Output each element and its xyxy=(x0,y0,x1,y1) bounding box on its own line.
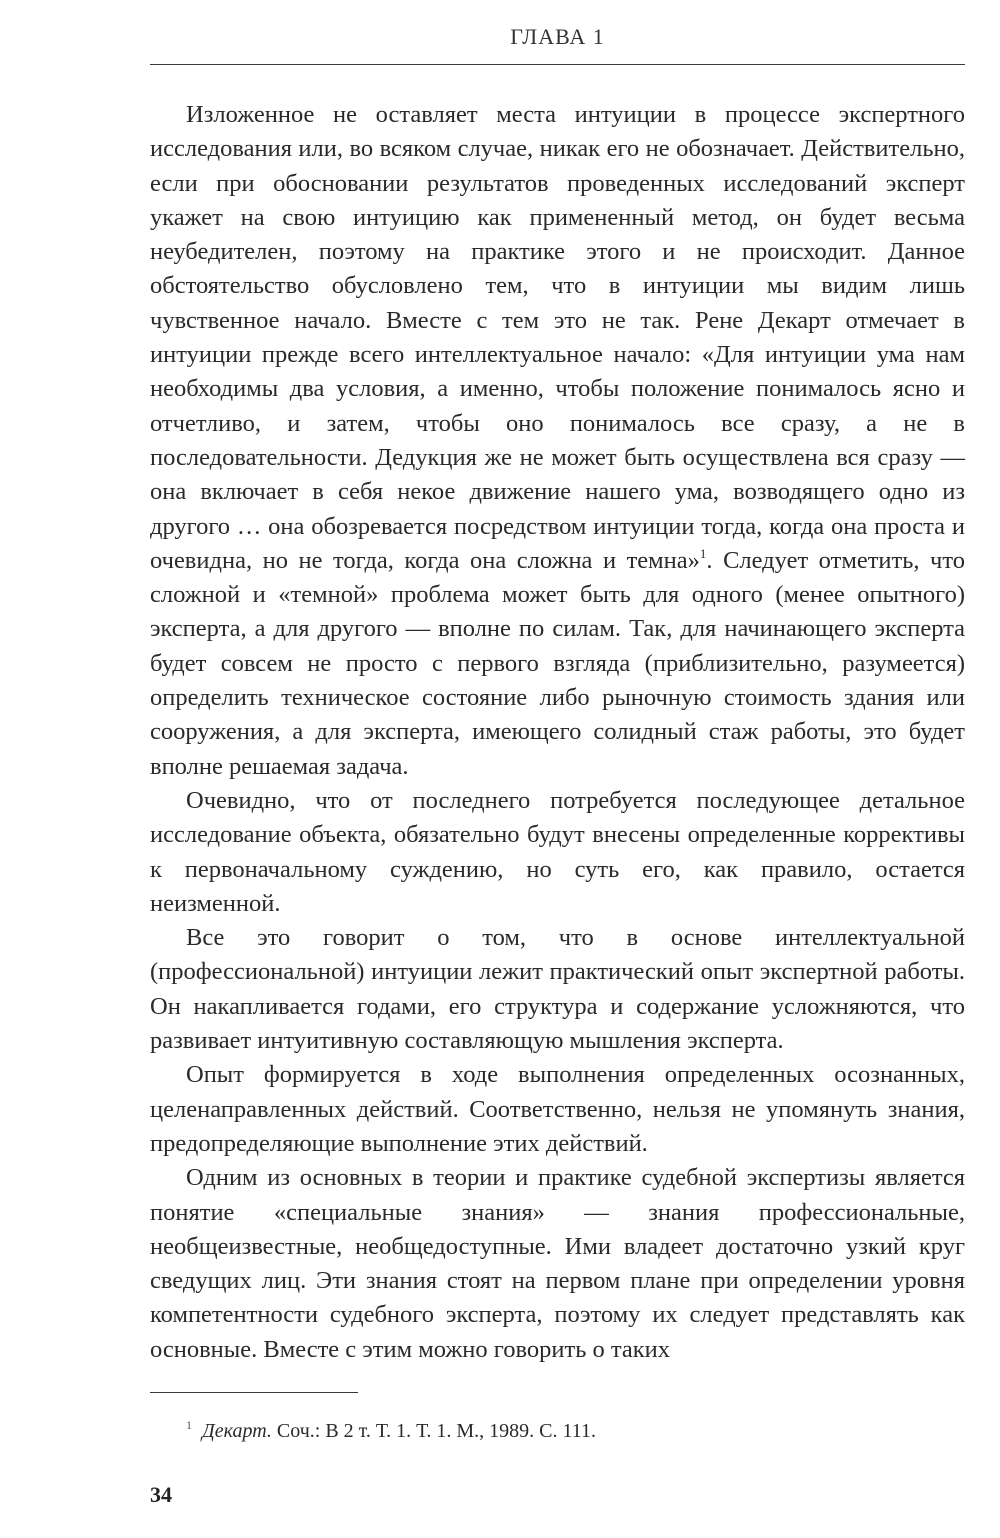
footnote xyxy=(150,1411,965,1445)
footnote-author: Декарт. xyxy=(202,1420,272,1442)
paragraph-2: Очевидно, что от последнего потребуется последующее детальное исследование объекта, обязательно будут внесены определенные коррективы к первоначальному суждению, но суть его, как правило, остается неизменной. xyxy=(150,786,965,917)
paragraph-5: Одним из основных в теории и практике судебной экспертизы является понятие «специальные знания» — знания профессиональные, необщеизвестные, необщедоступные. Ими владеет достаточно узкий круг сведущих лиц. Эти знания стоят на первом плане при определении уровня компетентности судебного эксперта, поэтому их следует представлять как основные. Вместе с этим можно говорить о таких xyxy=(150,1164,965,1363)
paragraph-1-text-a: Изложенное не оставляет места интуиции в процессе экспертного исследования или, во всяком случае, никак его не обозначает. Действительно, если при обосновании результатов проведенных исследований эксперт укажет на свою интуицию как примененный метод, он будет весьма неубедителен, поэтому на практике этого и не происходит. Данное обстоятельство обусловлено тем, что в интуиции мы видим лишь чувственное начало. Вместе с тем это не так. Рене Декарт отмечает в интуиции прежде всего интеллектуальное начало: «Для интуиции ума нам необходимы два условия, а именно, чтобы положение понималось ясно и отчетливо, и затем, чтобы оно понималось все сразу, а не в последовательности. Дедукция же не может быть осуществлена вся сразу — она включает в себя некое движение нашего ума, возводящего одно из другого … она обозревается посредством интуиции тогда, когда она проста и очевидна, но не тогда, когда она сложна и темна» xyxy=(150,101,965,574)
footnote-reference[interactable]: 1 xyxy=(699,545,707,561)
paragraph-1 xyxy=(150,98,965,784)
paragraph-4: Опыт формируется в ходе выполнения определенных осознанных, целенаправленных действий. Соответственно, нельзя не упомянуть знания, предопределяющие выполнение этих действий. xyxy=(150,1061,965,1157)
header-rule xyxy=(150,64,965,65)
paragraph-3: Все это говорит о том, что в основе интеллектуальной (профессиональной) интуиции лежит практический опыт экспертной работы. Он накапливается годами, его структура и содержание усложняются, что развивает интуитивную составляющую мышления эксперта. xyxy=(150,924,965,1055)
paragraph-1-text-b: . Следует отметить, что сложной и «темной» проблема может быть для одного (менее опытного) эксперта, а для другого — вполне по силам. Так, для начинающего эксперта будет совсем не просто с первого взгляда (приблизительно, разумеется) определить техническое состояние либо рыночную стоимость здания или сооружения, а для эксперта, имеющего солидный стаж работы, это будет вполне решаемая задача. xyxy=(150,546,965,780)
footnote-mark: 1 xyxy=(186,1418,192,1432)
footnote-rule xyxy=(150,1392,358,1393)
footnote-citation: Соч.: В 2 т. Т. 1. Т. 1. М., 1989. С. 111. xyxy=(271,1420,596,1442)
main-text xyxy=(150,98,965,1367)
running-header-title: ГЛАВА 1 xyxy=(510,24,605,49)
page-number: 34 xyxy=(150,1482,172,1507)
